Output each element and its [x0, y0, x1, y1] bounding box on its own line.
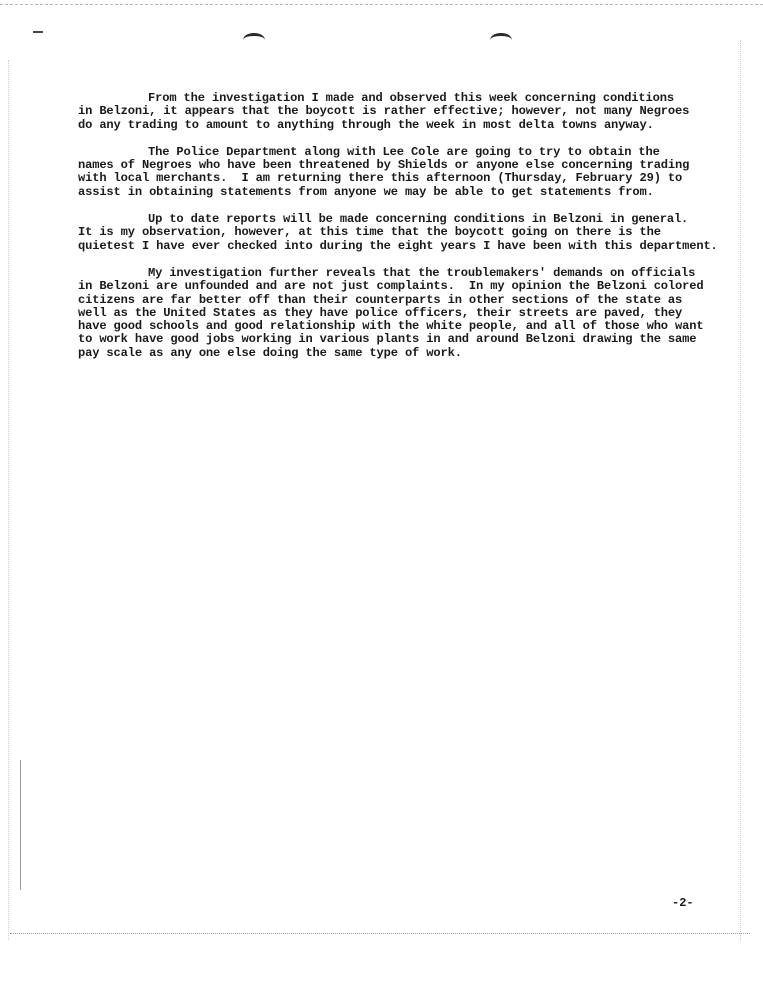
text-line: have good schools and good relationship with the white people, and all of those who want — [78, 319, 704, 334]
scan-edge-left — [8, 60, 9, 940]
text-line: to work have good jobs working in various plants in and around Belzoni drawing the same — [78, 332, 697, 347]
text-line: Up to date reports will be made concerning conditions in Belzoni in general. — [148, 212, 689, 227]
text-line: with local merchants. I am returning there this afternoon (Thursday, February 29) to — [78, 171, 683, 186]
page-number: -2- — [672, 896, 694, 910]
text-line: well as the United States as they have police officers, their streets are paved, they — [78, 305, 683, 320]
text-line: in Belzoni, it appears that the boycott is rather effective; however, not many Negroes — [78, 104, 690, 119]
scan-margin-mark — [20, 760, 21, 890]
text-line: assist in obtaining statements from anyone we may be able to get statements from. — [78, 184, 654, 199]
paragraph — [78, 213, 718, 253]
memo-body — [78, 92, 718, 374]
text-line: The Police Department along with Lee Cole are going to try to obtain the — [148, 144, 660, 159]
text-line: pay scale as any one else doing the same type of work. — [78, 345, 462, 360]
text-line: From the investigation I made and observed this week concerning conditions — [148, 91, 674, 105]
binder-punch-mark-right — [490, 33, 512, 47]
paragraph — [78, 146, 718, 199]
text-line: in Belzoni are unfounded and are not just complaints. In my opinion the Belzoni colored — [78, 279, 704, 294]
text-line: do any trading to amount to anything through the week in most delta towns anyway. — [78, 117, 654, 132]
scan-edge-top — [0, 4, 763, 5]
text-line: It is my observation, however, at this time that the boycott going on there is the — [78, 225, 661, 240]
scan-edge-bottom — [10, 933, 750, 934]
scan-edge-right — [740, 40, 741, 940]
binder-punch-mark-left — [243, 33, 265, 47]
scan-corner-mark — [33, 31, 43, 33]
text-line: My investigation further reveals that the troublemakers' demands on officials — [148, 265, 696, 280]
text-line: names of Negroes who have been threatened by Shields or anyone else concerning trading — [78, 158, 690, 173]
text-line: quietest I have ever checked into during the eight years I have been with this department. — [78, 238, 718, 253]
paragraph — [78, 267, 718, 360]
paragraph — [78, 92, 718, 132]
text-line: citizens are far better off than their counterparts in other sections of the state as — [78, 292, 683, 307]
